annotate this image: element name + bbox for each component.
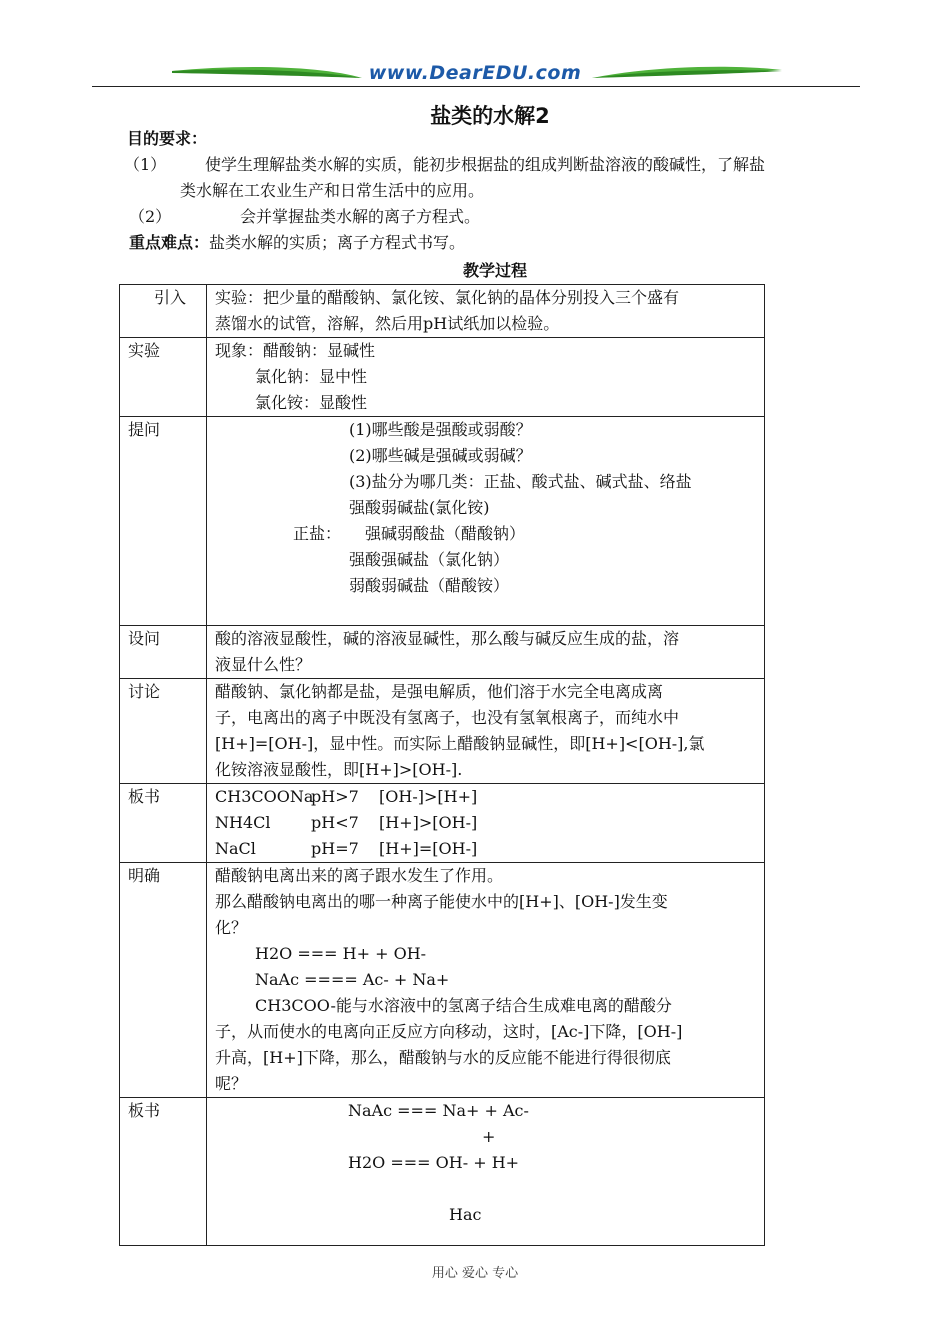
formula-ph: pH>7 [311,787,359,806]
row-line: 氯化铵：显酸性 [255,393,368,412]
objective-1-text: 使学生理解盐类水解的实质，能初步根据盐的组成判断盐溶液的酸碱性，了解盐 [205,155,766,174]
row-line: 强酸强碱盐（氯化钠） [349,550,510,569]
row-label: 提问 [128,420,161,439]
row-line: (1)哪些酸是强酸或弱酸？ [349,420,532,439]
row-line: 正盐： [293,524,342,543]
row-line: 强碱弱酸盐（醋酸钠） [365,524,526,543]
formula-name: CH3COONa [215,787,314,806]
formula-relation: [H+]=[OH-] [379,839,478,858]
objective-2-text: 会并掌握盐类水解的离子方程式。 [240,207,481,226]
row-line: 升高，[H+]下降，那么，醋酸钠与水的反应能不能进行得很彻底 [215,1048,671,1067]
table-row [120,679,765,784]
page-footer: 用心 爱心 专心 [431,1266,519,1281]
row-line: (3)盐分为哪几类：正盐、酸式盐、碱式盐、络盐 [349,472,692,491]
table-row [120,338,765,417]
formula-ph: pH=7 [311,839,359,858]
formula-ph: pH<7 [311,813,359,832]
row-label: 明确 [128,866,161,885]
row-line: 液显什么性？ [215,655,312,674]
row-label: 实验 [128,341,161,360]
header-divider [92,86,860,87]
row-line: 醋酸钠、氯化钠都是盐，是强电解质，他们溶于水完全电离成离 [215,682,664,701]
page-title: 盐类的水解2 [430,104,550,128]
formula-name: NaCl [215,839,256,858]
objective-2-number: （2） [129,207,172,226]
row-line: 弱酸弱碱盐（醋酸铵） [349,576,510,595]
table-row [120,285,765,338]
row-line: 那么醋酸钠电离出的哪一种离子能使水中的[H+]、[OH-]发生变 [215,892,668,911]
formula-relation: [OH-]>[H+] [379,787,478,806]
row-line: 实验：把少量的醋酸钠、氯化铵、氯化钠的晶体分别投入三个盛有 [215,288,680,307]
table-row [120,1098,765,1246]
equation-line: NaAc === Na+ + Ac- [348,1101,529,1120]
row-line: (2)哪些碱是强碱或弱碱？ [349,446,532,465]
row-line: 子，从而使水的电离向正反应方向移动，这时，[Ac-]下降，[OH-] [215,1022,683,1041]
key-points [129,232,465,254]
row-line: 酸的溶液显酸性，碱的溶液显碱性，那么酸与碱反应生成的盐，溶 [215,629,680,648]
objectives-heading: 目的要求： [127,129,208,148]
row-label: 引入 [154,288,187,307]
row-line: 强酸弱碱盐(氯化铵) [349,498,490,517]
row-line: 蒸馏水的试管，溶解，然后用pH试纸加以检验。 [215,314,560,333]
equation-line: NaAc ==== Ac- + Na+ [255,970,450,989]
row-line: 化？ [215,918,248,937]
table-row [120,784,765,863]
product-label: Hac [449,1205,482,1224]
objective-1-number: （1） [124,155,167,174]
row-line: 现象：醋酸钠：显碱性 [215,341,376,360]
row-line: 呢？ [215,1074,248,1093]
equation-line: H2O === H+ + OH- [255,944,427,963]
formula-name: NH4Cl [215,813,271,832]
row-line: 醋酸钠电离出来的离子跟水发生了作用。 [215,866,504,885]
objective-1-text-cont: 类水解在工农业生产和日常生活中的应用。 [180,181,485,200]
row-line: CH3COO-能与水溶液中的氢离子结合生成难电离的醋酸分 [255,996,672,1015]
table-row [120,417,765,626]
lesson-table [119,284,765,1246]
formula-relation: [H+]>[OH-] [379,813,478,832]
row-line: 氯化钠：显中性 [255,367,368,386]
row-line: 子，电离出的离子中既没有氢离子，也没有氢氧根离子，而纯水中 [215,708,680,727]
row-line: [H+]=[OH-]，显中性。而实际上醋酸钠显碱性，即[H+]<[OH-],氯 [215,734,705,753]
key-points-label: 重点难点： [129,233,210,252]
equation-line: H2O === OH- + H+ [348,1153,520,1172]
row-label: 板书 [128,787,161,806]
process-title: 教学过程 [462,261,527,280]
row-label: 设问 [128,629,161,648]
row-line: 化铵溶液显酸性，即[H+]>[OH-]. [215,760,463,779]
row-label: 板书 [128,1101,161,1120]
site-logo-text: www.DearEDU.com [368,62,582,84]
row-label: 讨论 [128,682,161,701]
plus-sign: + [482,1127,496,1146]
table-row [120,863,765,1098]
table-row [120,626,765,679]
key-points-text: 盐类水解的实质；离子方程式书写。 [209,233,466,252]
